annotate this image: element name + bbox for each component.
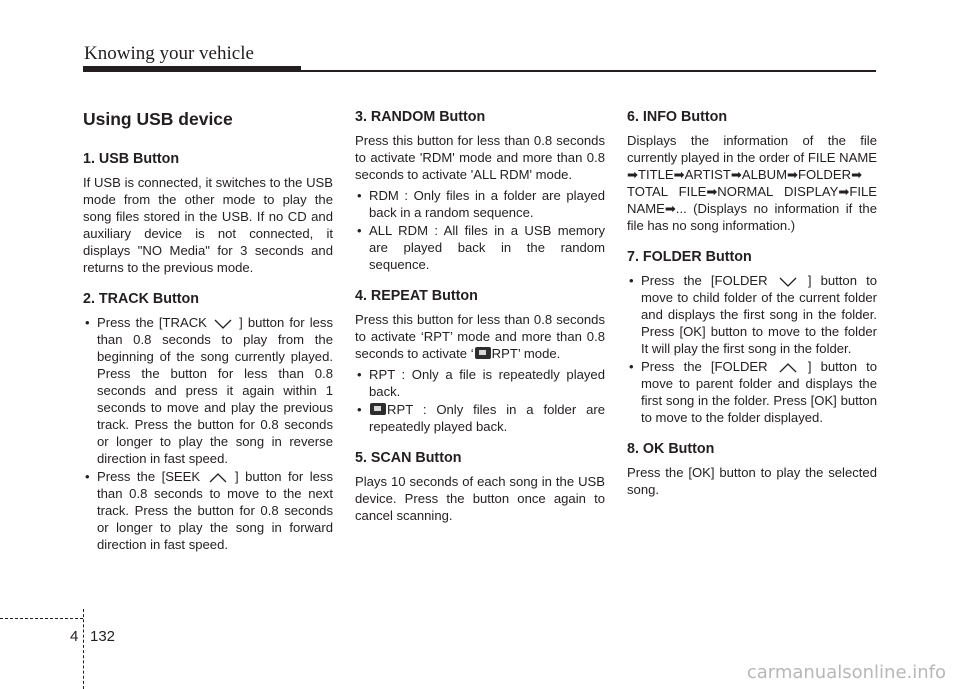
footer-rule-vertical xyxy=(83,609,85,689)
chevron-down-icon xyxy=(212,318,234,330)
repeat-button-body: Press this button for less than 0.8 seconds to activate ‘RPT’ mode and more than 0.8 seconds to activate ‘ RPT’ mode. xyxy=(355,312,605,361)
track-button-list xyxy=(83,314,333,553)
ok-button-heading: 8. OK Button xyxy=(627,441,715,457)
repeat-button-list xyxy=(355,366,605,435)
chevron-up-icon xyxy=(207,472,229,484)
random-button-heading: 3. RANDOM Button xyxy=(355,109,486,125)
random-button-body: Press this button for less than 0.8 seconds to activate 'RDM' mode and more than 0.8 seconds to activate 'ALL RDM' mode. xyxy=(355,133,605,182)
footer-rule-horizontal xyxy=(0,618,83,619)
list-item: • Press the [TRACK ] button for less than 0.8 seconds to play from the beginning of the song currently played. Press the button for less than 0.8 seconds and press it again within 1 seconds to move and play the previous track. Press the button for 0.8 seconds or longer to play the song in reverse direction in fast speed. xyxy=(83,314,333,467)
list-item: • Press the [FOLDER ] button to move to parent folder and displays the first song in the folder. Press [OK] button to move to the folder displayed. xyxy=(627,358,877,426)
list-item: • RPT : Only a file is repeatedly played back. xyxy=(355,366,605,400)
scan-button-heading: 5. SCAN Button xyxy=(355,450,462,466)
repeat-button-heading: 4. REPEAT Button xyxy=(355,288,478,304)
ok-button-body: Press the [OK] button to play the selected song. xyxy=(627,465,877,497)
chapter-number: 4 xyxy=(70,628,79,645)
chevron-up-icon xyxy=(777,362,799,374)
folder-icon xyxy=(370,403,386,415)
chevron-down-icon xyxy=(777,276,799,288)
header-rule-thin xyxy=(301,70,876,72)
list-item: • RDM : Only files in a folder are played back in a random sequence. xyxy=(355,187,605,221)
watermark: carmanualsonline.info xyxy=(746,662,946,683)
folder-button-heading: 7. FOLDER Button xyxy=(627,249,752,265)
page-number: 132 xyxy=(90,628,116,645)
folder-button-list xyxy=(627,272,877,426)
folder-icon xyxy=(475,347,491,359)
page-header-title: Knowing your vehicle xyxy=(84,43,254,64)
info-button-body: Displays the information of the file currently played in the order of FILE NAME ➡TITLE➡ARTIST➡ALBUM➡FOLDER➡ TOTAL FILE➡NORMAL DISPLAY➡FILE NAME➡... (Displays no information if the file has no song information.) xyxy=(627,133,877,233)
header-rule-thick xyxy=(83,66,301,72)
usb-button-heading: 1. USB Button xyxy=(83,151,180,167)
column-1 xyxy=(83,108,333,567)
track-button-heading: 2. TRACK Button xyxy=(83,291,199,307)
column-3 xyxy=(627,108,877,512)
scan-button-body: Plays 10 seconds of each song in the USB device. Press the button once again to cancel scanning. xyxy=(355,474,605,523)
list-item: • Press the [FOLDER ] button to move to child folder of the current folder and displays the first song in the folder. Press [OK] button to move to the folder It will play the first song in the folder. xyxy=(627,272,877,357)
column-2 xyxy=(355,108,605,538)
info-button-heading: 6. INFO Button xyxy=(627,109,728,125)
list-item: • Press the [SEEK ] button for less than 0.8 seconds to move to the next track. Press the button for 0.8 seconds or longer to play the song in forward direction in fast speed. xyxy=(83,468,333,553)
random-button-list xyxy=(355,187,605,273)
section-title: Using USB device xyxy=(83,109,233,129)
list-item: • RPT : Only files in a folder are repeatedly played back. xyxy=(355,401,605,435)
list-item: • ALL RDM : All files in a USB memory are played back in the random sequence. xyxy=(355,222,605,273)
usb-button-body: If USB is connected, it switches to the USB mode from the other mode to play the song files stored in the USB. If no CD and auxiliary device is not connected, it displays "NO Media" for 3 seconds and returns to the previous mode. xyxy=(83,175,333,275)
